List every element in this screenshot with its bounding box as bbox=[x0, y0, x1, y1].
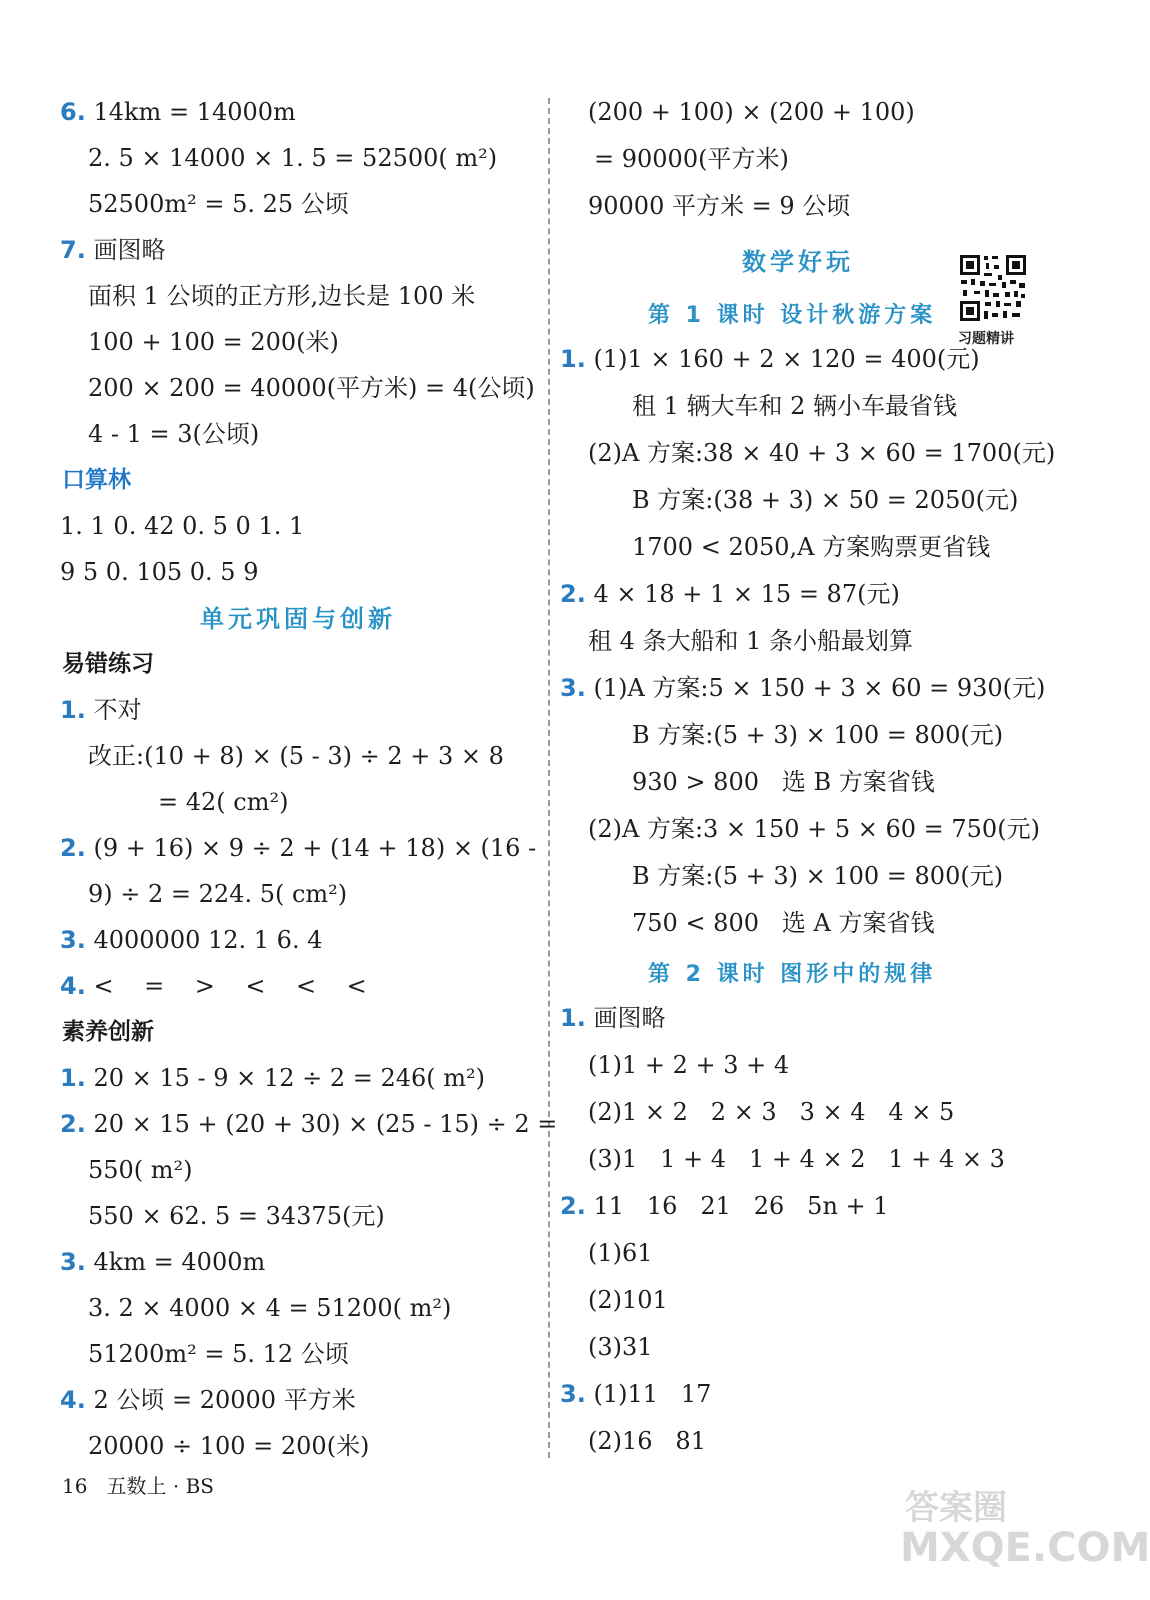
answer-line: 面积 1 公顷的正方形,边长是 100 米 bbox=[88, 282, 476, 310]
answer-line: 750 < 800 选 A 方案省钱 bbox=[632, 909, 935, 937]
unit-title: 单元巩固与创新 bbox=[200, 605, 396, 633]
lesson-title-2: 第 2 课时 图形中的规律 bbox=[648, 962, 937, 987]
item-7: 7. 画图略 bbox=[60, 236, 166, 264]
answer-line: 1700 < 2050,A 方案购票更省钱 bbox=[632, 533, 991, 561]
answer-line: 租 1 辆大车和 2 辆小车最省钱 bbox=[632, 392, 958, 420]
answer-line: (3)31 bbox=[588, 1333, 653, 1361]
answer-line: (1)1 + 2 + 3 + 4 bbox=[588, 1051, 790, 1079]
answer-line: 4 - 1 = 3(公顷) bbox=[88, 420, 260, 448]
answer-line: 51200m² = 5. 12 公顷 bbox=[88, 1340, 349, 1368]
item-3: 3. 4000000 12. 1 6. 4 bbox=[60, 926, 323, 954]
item-4: 4. < = > < < < bbox=[60, 972, 367, 1000]
item-1: 1. 不对 bbox=[60, 696, 142, 724]
answer-line: B 方案:(5 + 3) × 100 = 800(元) bbox=[632, 721, 1004, 749]
answer-line: 2. 5 × 14000 × 1. 5 = 52500( m²) bbox=[88, 144, 498, 172]
section-title-shuxue-haowan: 数学好玩 bbox=[742, 248, 854, 276]
answer-line: (2)A 方案:38 × 40 + 3 × 60 = 1700(元) bbox=[588, 439, 1056, 467]
page-footer: 16 五数上 · BS bbox=[62, 1474, 214, 1498]
answer-line: = 90000(平方米) bbox=[594, 145, 789, 173]
item-6: 6. 14km = 14000m bbox=[60, 98, 296, 126]
answer-line: 租 4 条大船和 1 条小船最划算 bbox=[588, 627, 914, 655]
answer-line: 550( m²) bbox=[88, 1156, 193, 1184]
section-heading-suyang: 素养创新 bbox=[62, 1019, 154, 1045]
qr-caption: 习题精讲 bbox=[958, 331, 1014, 347]
answer-line: 9) ÷ 2 = 224. 5( cm²) bbox=[88, 880, 348, 908]
section-heading-yicuo: 易错练习 bbox=[62, 651, 154, 677]
item-1: 1. 画图略 bbox=[560, 1004, 666, 1032]
answer-line: (1)61 bbox=[588, 1239, 653, 1267]
answer-line: 1. 1 0. 42 0. 5 0 1. 1 bbox=[60, 512, 305, 540]
item-1: 1. 20 × 15 - 9 × 12 ÷ 2 = 246( m²) bbox=[60, 1064, 486, 1092]
item-2: 2. (9 + 16) × 9 ÷ 2 + (14 + 18) × (16 - bbox=[60, 834, 537, 862]
item-3: 3. (1)11 17 bbox=[560, 1380, 712, 1408]
watermark-url: MXQE.COM bbox=[900, 1525, 1150, 1571]
item-1: 1. (1)1 × 160 + 2 × 120 = 400(元) bbox=[560, 345, 980, 373]
section-heading-kousuanlin: 口算林 bbox=[62, 467, 131, 493]
answer-line: 90000 平方米 = 9 公顷 bbox=[588, 192, 851, 220]
item-2: 2. 4 × 18 + 1 × 15 = 87(元) bbox=[560, 580, 900, 608]
item-3: 3. 4km = 4000m bbox=[60, 1248, 266, 1276]
item-4: 4. 2 公顷 = 20000 平方米 bbox=[60, 1386, 356, 1414]
answer-line: = 42( cm²) bbox=[158, 788, 289, 816]
answer-line: (3)1 1 + 4 1 + 4 × 2 1 + 4 × 3 bbox=[588, 1145, 1005, 1173]
column-divider bbox=[548, 98, 550, 1458]
answer-line: B 方案:(38 + 3) × 50 = 2050(元) bbox=[632, 486, 1019, 514]
answer-line: 550 × 62. 5 = 34375(元) bbox=[88, 1202, 385, 1230]
answer-line: 200 × 200 = 40000(平方米) = 4(公顷) bbox=[88, 374, 535, 402]
answer-line: 改正:(10 + 8) × (5 - 3) ÷ 2 + 3 × 8 bbox=[88, 742, 504, 770]
answer-line: 52500m² = 5. 25 公顷 bbox=[88, 190, 349, 218]
answer-line: (200 + 100) × (200 + 100) bbox=[588, 98, 915, 126]
lesson-title-1: 第 1 课时 设计秋游方案 bbox=[648, 303, 937, 328]
answer-line: 9 5 0. 105 0. 5 9 bbox=[60, 558, 259, 586]
answer-line: 20000 ÷ 100 = 200(米) bbox=[88, 1432, 370, 1460]
item-2: 2. 20 × 15 + (20 + 30) × (25 - 15) ÷ 2 = bbox=[60, 1110, 558, 1138]
answer-line: 3. 2 × 4000 × 4 = 51200( m²) bbox=[88, 1294, 452, 1322]
answer-line: (2)16 81 bbox=[588, 1427, 706, 1455]
answer-line: 930 > 800 选 B 方案省钱 bbox=[632, 768, 935, 796]
item-3: 3. (1)A 方案:5 × 150 + 3 × 60 = 930(元) bbox=[560, 674, 1046, 702]
qr-code-icon[interactable] bbox=[958, 253, 1028, 323]
answer-line: (2)101 bbox=[588, 1286, 668, 1314]
answer-line: (2)1 × 2 2 × 3 3 × 4 4 × 5 bbox=[588, 1098, 955, 1126]
answer-line: 100 + 100 = 200(米) bbox=[88, 328, 339, 356]
answer-line: (2)A 方案:3 × 150 + 5 × 60 = 750(元) bbox=[588, 815, 1040, 843]
answer-line: B 方案:(5 + 3) × 100 = 800(元) bbox=[632, 862, 1004, 890]
item-2: 2. 11 16 21 26 5n + 1 bbox=[560, 1192, 889, 1220]
watermark-logo: 答案圈 bbox=[905, 1488, 1007, 1528]
